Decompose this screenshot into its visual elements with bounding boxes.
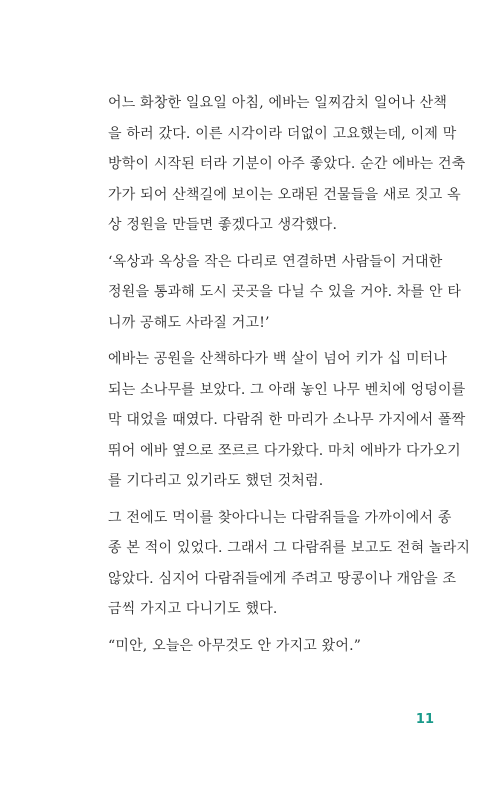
text-line: 정원을 통과해 도시 곳곳을 다닐 수 있을 거야. 차를 안 타 (108, 284, 462, 300)
text-line: 을 하러 갔다. 이른 시각이라 더없이 고요했는데, 이제 막 (108, 125, 457, 142)
text-line: 되는 소나무를 보았다. 그 아래 놓인 나무 벤치에 엉덩이를 (108, 381, 466, 398)
paragraph-5 (96, 631, 432, 662)
text-line: 니까 공해도 사라질 거고!’ (108, 314, 270, 331)
text-line: 가가 되어 산책길에 보이는 오래된 건물들을 새로 짓고 옥 (108, 186, 461, 203)
text-line: 막 대었을 때였다. 다람쥐 한 마리가 소나무 가지에서 폴짝 (108, 412, 466, 428)
body-text (96, 88, 471, 667)
paragraph-3 (96, 344, 466, 497)
text-line: 에바는 공원을 산책하다가 백 살이 넘어 키가 십 미터나 (108, 351, 448, 367)
text-line: 종 본 적이 있었다. 그래서 그 다람쥐를 보고도 전혀 놀라지 (108, 540, 471, 556)
paragraph-2 (96, 247, 462, 339)
page-number: 11 (415, 712, 434, 727)
text-line: ‘옥상과 옥상을 작은 다리로 연결하면 사람들이 거대한 (108, 253, 443, 270)
paragraph-4 (96, 503, 471, 625)
text-line: 를 기다리고 있기라도 했던 것처럼. (108, 473, 324, 489)
text-line: 금씩 가지고 다니기도 했다. (108, 601, 278, 617)
text-line: 않았다. 심지어 다람쥐들에게 주려고 땅콩이나 개암을 조 (108, 570, 457, 587)
text-line: 방학이 시작된 터라 기분이 아주 좋았다. 순간 에바는 건축 (108, 156, 466, 172)
paragraph-1 (96, 88, 466, 241)
text-line: 어느 화창한 일요일 아침, 에바는 일찌감치 일어나 산책 (108, 95, 448, 111)
text-line: “미안, 오늘은 아무것도 안 가지고 왔어.” (108, 637, 362, 654)
text-line: 상 정원을 만들면 좋겠다고 생각했다. (108, 217, 338, 233)
text-line: 뛰어 에바 옆으로 쪼르르 다가왔다. 마치 에바가 다가오기 (108, 442, 461, 459)
text-line: 그 전에도 먹이를 찾아다니는 다람쥐들을 가까이에서 종 (108, 509, 452, 526)
